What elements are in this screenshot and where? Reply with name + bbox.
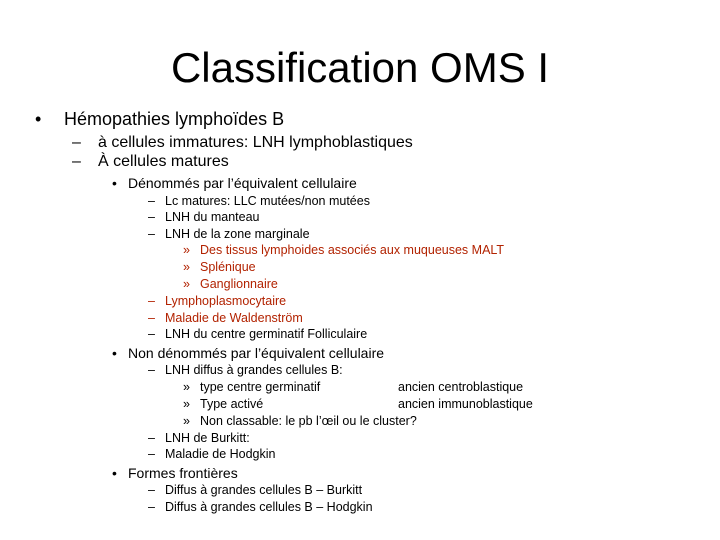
item-text: Non dénommés par l’équivalent cellulaire — [128, 345, 385, 361]
list-item — [148, 326, 368, 342]
item-text: Maladie de Waldenström — [165, 311, 303, 325]
list-item — [148, 446, 276, 462]
chevron-icon: » — [183, 277, 190, 291]
item-text: LNH diffus à grandes cellules B: — [165, 363, 343, 377]
dash-icon: – — [148, 483, 155, 497]
dash-icon: – — [148, 194, 155, 208]
dash-icon: – — [148, 363, 155, 377]
dash-icon: – — [148, 311, 155, 325]
sub-item-immatures — [72, 133, 413, 153]
item-text: Diffus à grandes cellules B – Burkitt — [165, 483, 363, 497]
list-item — [148, 482, 363, 498]
item-text: Lymphoplasmocytaire — [165, 294, 287, 308]
item-text-secondary: ancien immunoblastique — [398, 397, 533, 411]
bullet-item-lymphoides-b — [35, 108, 285, 130]
list-item — [183, 379, 524, 395]
item-text: LNH de la zone marginale — [165, 227, 310, 241]
list-item — [148, 193, 370, 209]
item-text: Formes frontières — [128, 465, 238, 481]
bullet-icon: • — [112, 345, 117, 361]
item-text: Lc matures: LLC mutées/non mutées — [165, 194, 370, 208]
section-denommes — [112, 174, 357, 192]
dash-icon: – — [148, 500, 155, 514]
item-text: Des tissus lymphoides associés aux muqueuses MALT — [200, 243, 505, 257]
sub-item-matures — [72, 152, 229, 172]
dash-icon: – — [148, 447, 155, 461]
chevron-icon: » — [183, 380, 190, 394]
item-text: Hémopathies lymphoïdes B — [64, 109, 285, 129]
dash-icon: – — [148, 227, 155, 241]
item-text-secondary: ancien centroblastique — [398, 380, 524, 394]
list-item — [183, 396, 533, 412]
item-text: Ganglionnaire — [200, 277, 278, 291]
list-item — [148, 209, 260, 225]
item-text: À cellules matures — [98, 153, 229, 170]
item-text: Splénique — [200, 260, 256, 274]
dash-icon: – — [148, 210, 155, 224]
dash-icon: – — [148, 431, 155, 445]
item-text: Maladie de Hodgkin — [165, 447, 276, 461]
bullet-icon: • — [112, 175, 117, 191]
section-formes-frontieres — [112, 464, 238, 482]
list-item — [148, 499, 373, 515]
item-text: LNH de Burkitt: — [165, 431, 250, 445]
chevron-icon: » — [183, 397, 190, 411]
list-item — [183, 242, 505, 258]
section-non-denommes — [112, 344, 385, 362]
bullet-icon: • — [112, 465, 117, 481]
item-text: Dénommés par l’équivalent cellulaire — [128, 175, 357, 191]
chevron-icon: » — [183, 414, 190, 428]
item-text: type centre germinatif — [200, 380, 321, 394]
dash-icon: – — [148, 294, 155, 308]
item-text: à cellules immatures: LNH lymphoblastiques — [98, 134, 413, 151]
item-text: LNH du manteau — [165, 210, 260, 224]
chevron-icon: » — [183, 260, 190, 274]
dash-icon: – — [72, 134, 81, 151]
dash-icon: – — [72, 153, 81, 170]
list-item — [148, 430, 250, 446]
item-text: Type activé — [200, 397, 264, 411]
dash-icon: – — [148, 327, 155, 341]
list-item — [148, 362, 343, 378]
list-item — [183, 276, 278, 292]
list-item — [148, 226, 310, 242]
list-item — [183, 413, 417, 429]
item-text: LNH du centre germinatif Folliculaire — [165, 327, 368, 341]
item-text: Diffus à grandes cellules B – Hodgkin — [165, 500, 373, 514]
bullet-icon: • — [35, 109, 42, 129]
slide-title: Classification OMS I — [170, 44, 550, 91]
item-text: Non classable: le pb l’œil ou le cluster? — [200, 414, 417, 428]
chevron-icon: » — [183, 243, 190, 257]
list-item — [148, 310, 303, 326]
list-item — [183, 259, 256, 275]
list-item — [148, 293, 287, 309]
